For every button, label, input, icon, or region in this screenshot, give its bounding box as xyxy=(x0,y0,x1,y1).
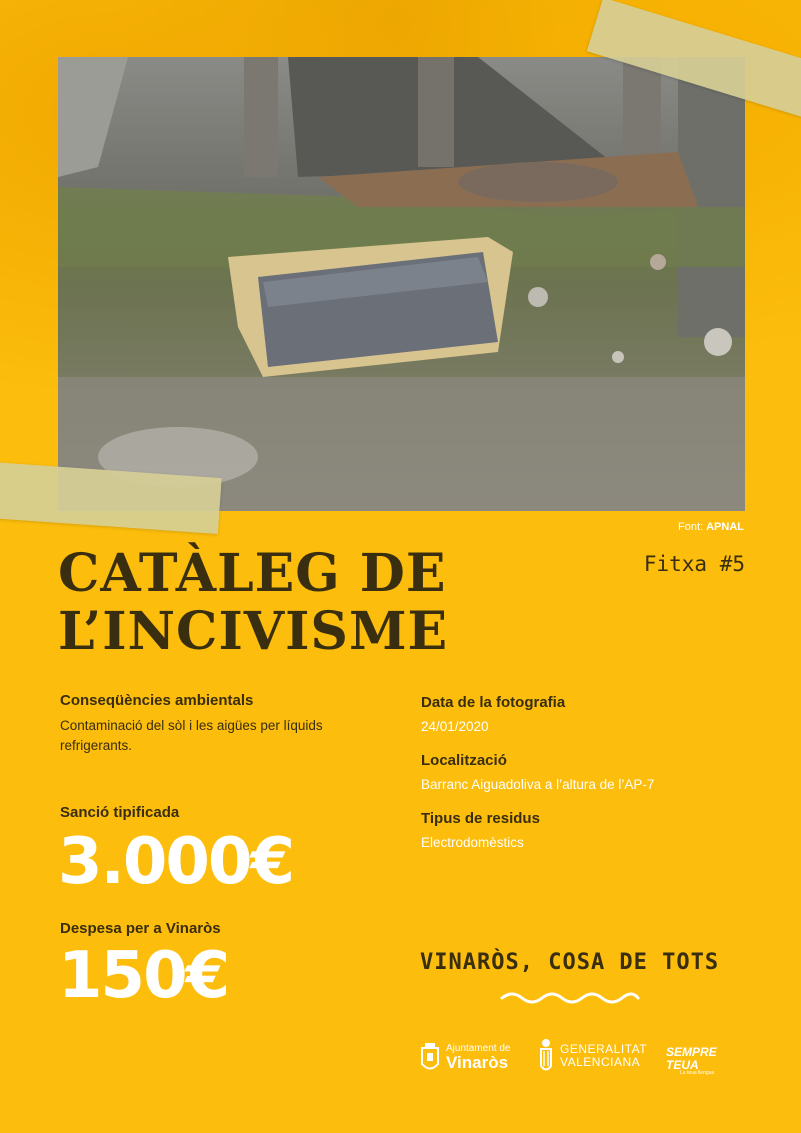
waste-type-label: Tipus de residus xyxy=(421,810,540,827)
page-title xyxy=(58,545,618,661)
generalitat-line-1: GENERALITAT xyxy=(560,1042,648,1057)
generalitat-logo xyxy=(538,1038,647,1074)
title-line-1: CATÀLEG DE xyxy=(58,543,447,604)
evidence-photo xyxy=(58,57,745,511)
cost-amount: 150€ xyxy=(58,939,229,1013)
consequences-label: Conseqüències ambientals xyxy=(60,692,254,709)
ajuntament-line-2: Vinaròs xyxy=(446,1053,509,1073)
title-line-2: L’INCIVISME xyxy=(58,601,449,662)
fine-amount: 3.000€ xyxy=(58,825,293,899)
ajuntament-line-1: Ajuntament de xyxy=(446,1042,511,1054)
crest-icon xyxy=(419,1042,441,1074)
ajuntament-logo xyxy=(419,1042,511,1074)
wave-divider xyxy=(500,988,640,1008)
generalitat-line-2: VALENCIANA xyxy=(560,1055,641,1069)
photo-credit xyxy=(678,521,744,533)
credit-prefix: Font: xyxy=(677,521,707,533)
slogan: VINARÒS, COSA DE TOTS xyxy=(420,950,720,975)
location-label: Localització xyxy=(421,752,507,769)
sempre-line-1: SEMPRE xyxy=(666,1045,717,1059)
generalitat-emblem-icon xyxy=(538,1038,554,1074)
sheet-number: Fitxa #5 xyxy=(643,552,745,576)
photo-date-label: Data de la fotografia xyxy=(421,694,566,711)
location-value: Barranc Aiguadoliva a l’altura de l’AP-7 xyxy=(421,777,655,792)
credit-source: APNAL xyxy=(706,521,744,533)
sempre-tagline: La teua llengua xyxy=(680,1070,715,1077)
waste-type-value: Electrodomèstics xyxy=(421,835,524,850)
consequences-text: Contaminació del sòl i les aigües per líquids refrigerants. xyxy=(60,718,323,753)
sempre-teua-logo xyxy=(666,1046,717,1076)
cost-label: Despesa per a Vinaròs xyxy=(60,920,221,937)
fine-label: Sanció tipificada xyxy=(60,804,180,821)
sempre-line-2: TEUA xyxy=(666,1057,699,1072)
photo-date-value: 24/01/2020 xyxy=(421,719,489,734)
